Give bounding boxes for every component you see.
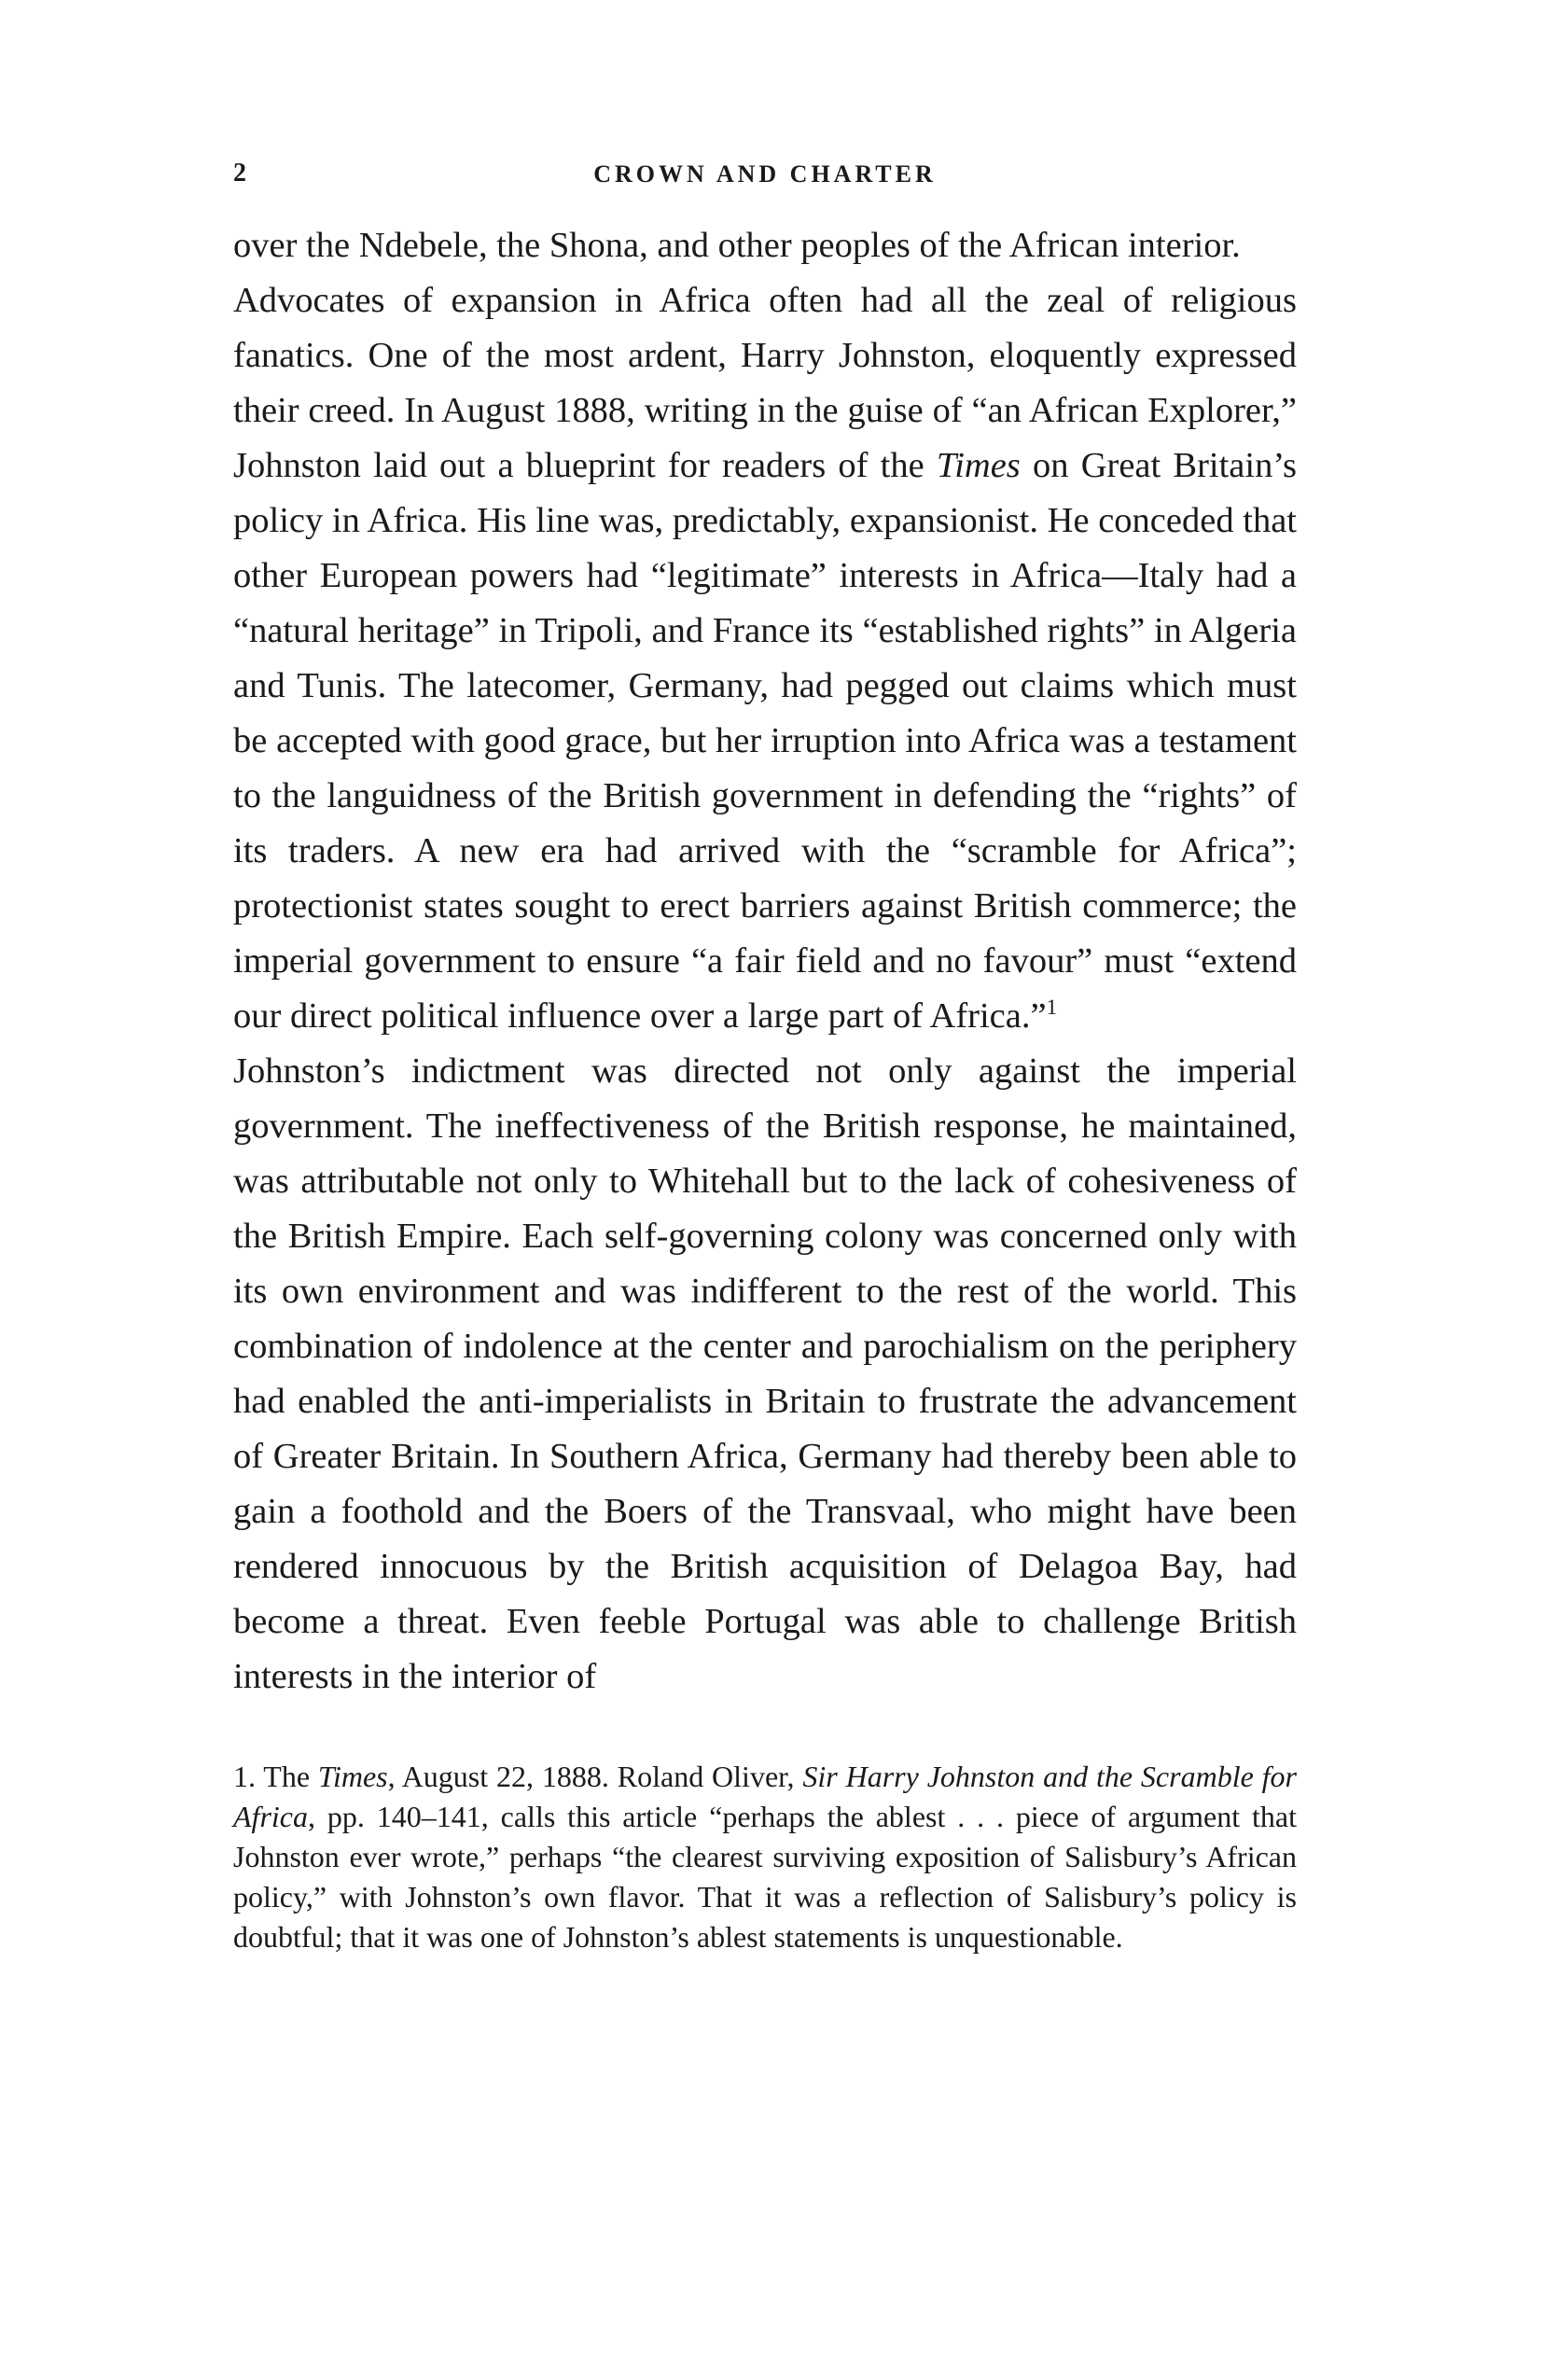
paragraph-text: Johnston’s indictment was directed not only against the imperial government. The ineffectiveness of the British response, he maintained, was attributable not only to Whitehall but to the lack of cohesiveness of the British Empire. Each self-governing colony was concerned only with its own environment and was indifferent to the rest of the world. This combination of indolence at the center and parochialism on the periphery had enabled the anti-imperialists in Britain to frustrate the advancement of Greater Britain. In Southern Africa, Germany had thereby been able to gain a foothold and the Boers of the Transvaal, who might have been rendered innocuous by the British acquisition of Delagoa Bay, had become a threat. Even feeble Portugal was able to challenge British interests in the interior of — [233, 1051, 1297, 1696]
footnote-marker: 1 — [1046, 995, 1058, 1020]
footnote-times: Times — [317, 1760, 388, 1793]
running-head — [233, 159, 1297, 196]
footnotes — [233, 1757, 1297, 1957]
footnote-book-title: Sir Harry Johnston and the Scramble for Africa — [233, 1760, 1297, 1833]
newspaper-title: Times — [936, 446, 1021, 485]
paragraph-indictment — [233, 1044, 1297, 1705]
page-number: 2 — [233, 159, 246, 188]
footnote-1 — [233, 1757, 1297, 1957]
footnote-date: , August 22, 1888. Roland Oliver, — [387, 1760, 803, 1793]
footnote-rest: , pp. 140–141, calls this article “perhaps the ablest . . . piece of argument that Johnston ever wrote,” perhaps “the clearest surviving exposition of Salisbury’s African policy,” with Johnston’s own flavor. That it was a reflection of Salisbury’s policy is doubtful; that it was one of Johnston’s ablest statements is unquestionable. — [233, 1800, 1297, 1954]
book-page — [233, 159, 1297, 1957]
paragraph-advocates — [233, 273, 1297, 1044]
paragraph-text: on Great Britain’s policy in Africa. His line was, predictably, expansionist. He conceded that other European powers had “legitimate” interests in Africa—Italy had a “natural heritage” in Tripoli, and France its “established rights” in Algeria and Tunis. The latecomer, Germany, had pegged out claims which must be accepted with good grace, but her irruption into Africa was a testament to the languidness of the British government in defending the “rights” of its traders. A new era had arrived with the “scramble for Africa”; protectionist states sought to erect barriers against British commerce; the imperial government to ensure “a fair field and no favour” must “extend our direct political influence over a large part of Africa.” — [233, 446, 1298, 1036]
paragraph-continued — [233, 218, 1297, 273]
paragraph-text: Advocates of expansion in Africa often had all the zeal of religious fanatics. One of the most ardent, Harry Johnston, eloquently expressed their creed. In August 1888, writing in the guise of “an African Explorer,” Johnston laid out a blueprint for readers of the — [233, 281, 1297, 485]
body-text — [233, 218, 1297, 1705]
paragraph-text: over the Ndebele, the Shona, and other peoples of the African interior. — [233, 226, 1241, 265]
footnote-lead: 1. The — [233, 1760, 318, 1793]
running-title: CROWN AND CHARTER — [593, 160, 937, 188]
